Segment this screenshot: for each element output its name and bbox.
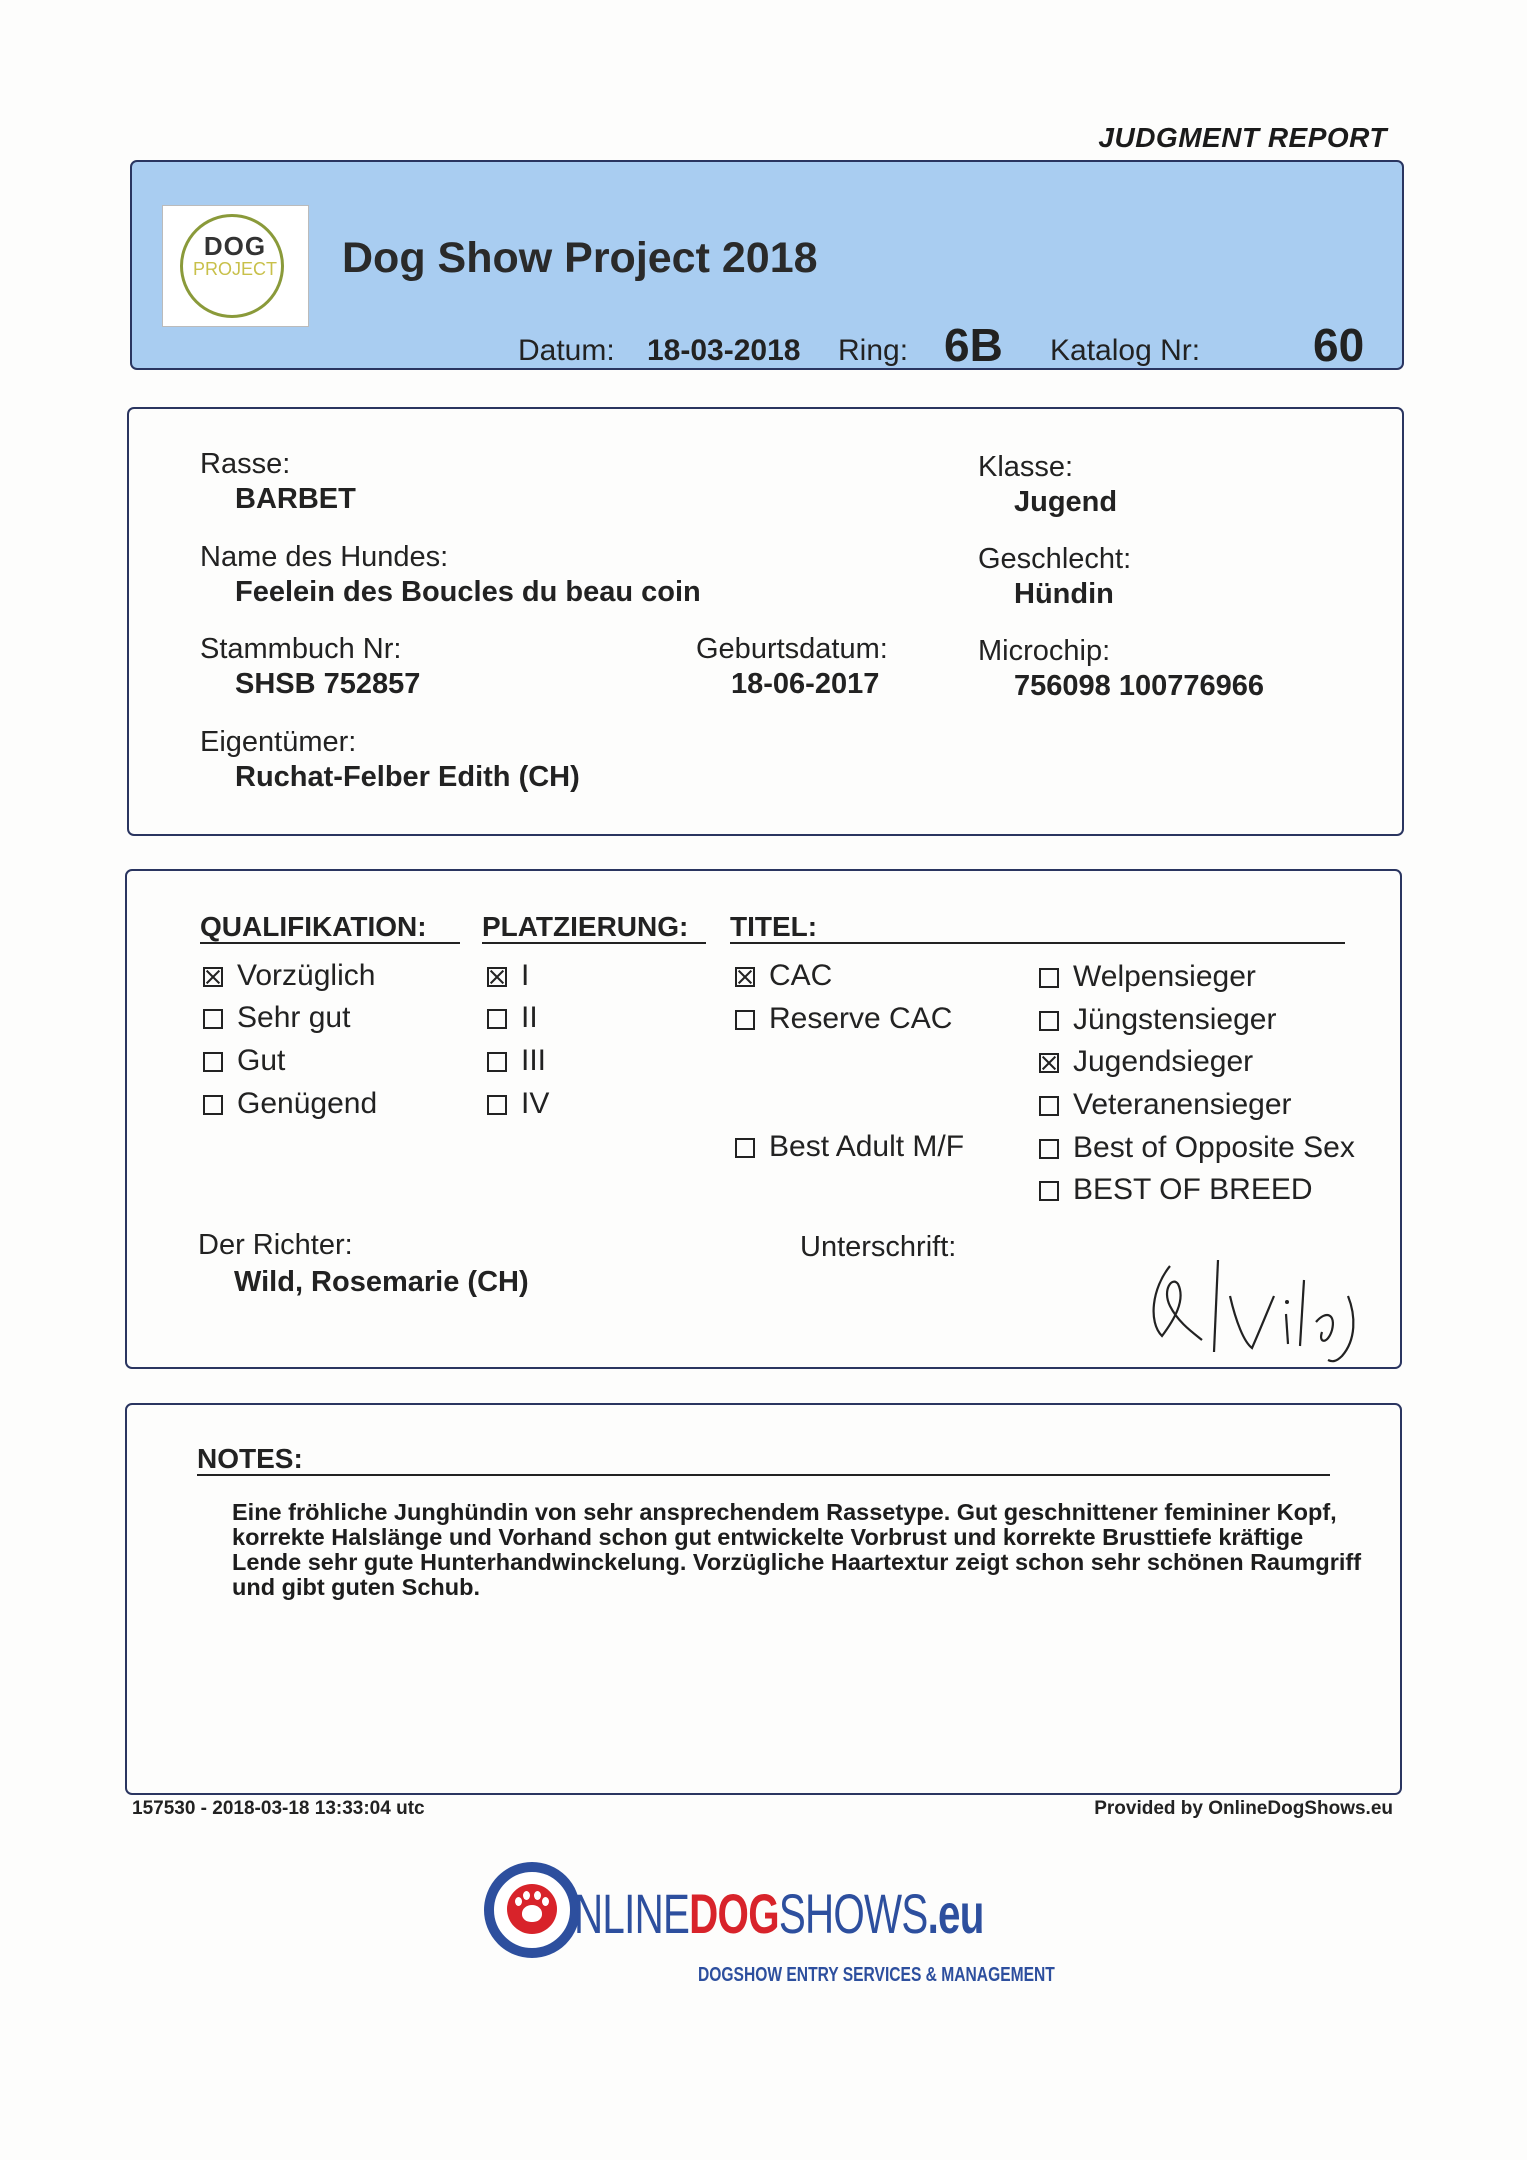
checkbox-icon (1039, 1011, 1059, 1031)
option-veteranensieger (1039, 1088, 1292, 1122)
stammbuch-label: Stammbuch Nr: (200, 633, 402, 665)
richter-value: Wild, Rosemarie (CH) (234, 1266, 529, 1298)
geburtsdatum-label: Geburtsdatum: (696, 633, 888, 665)
checkbox-icon (203, 1095, 223, 1115)
option-label: Jüngstensieger (1073, 1003, 1277, 1036)
logo-text: DOG (203, 231, 267, 261)
microchip-label: Microchip: (978, 635, 1111, 667)
checked-box-icon (1039, 1053, 1059, 1073)
ring-label: Ring: (838, 334, 909, 367)
checkbox-icon (1039, 1139, 1059, 1159)
katalog-value: 60 (1313, 319, 1365, 371)
option-gut (203, 1044, 285, 1078)
platzierung-rule (482, 942, 706, 944)
option-label: II (521, 1001, 538, 1034)
option-label: IV (521, 1087, 550, 1120)
notes-text: Eine fröhliche Junghündin von sehr ansprechendem Rassetype. Gut geschnittener femininer Kopf, korrekte Halslänge und Vorhand schon gut entwickelte Vorbrust und korrekte Brusttiefe kräftige Lende sehr gute Hunterhandwinckelung. Vorzügliche Haartextur zeigt schon sehr schönen Raumgriff und gibt guten Schub. (232, 1499, 1362, 1600)
onlinedogshows-logo (484, 1862, 1054, 1992)
checkbox-icon (487, 1009, 507, 1029)
notes-rule (197, 1474, 1330, 1476)
option-best-adult-m-f (735, 1130, 964, 1164)
option-label: Sehr gut (237, 1001, 351, 1034)
option-label: Best Adult M/F (769, 1130, 965, 1163)
option-label: CAC (769, 959, 833, 992)
option-label: BEST OF BREED (1073, 1173, 1313, 1206)
logo-tagline: DOGSHOW ENTRY SERVICES & MANAGEMENT (698, 1964, 1055, 1986)
option-label: III (521, 1044, 547, 1077)
judge-signature (1112, 1240, 1372, 1370)
option-iii (487, 1044, 546, 1078)
ring-value: 6B (944, 319, 1003, 371)
checkbox-icon (487, 1095, 507, 1115)
option-label: Best of Opposite Sex (1073, 1131, 1355, 1164)
option-best-of-breed (1039, 1173, 1313, 1207)
option-iv (487, 1087, 549, 1121)
geschlecht-value: Hündin (1014, 578, 1114, 610)
titel-heading: TITEL: (730, 911, 818, 942)
event-logo (162, 205, 309, 327)
eigentuemer-value: Ruchat-Felber Edith (CH) (235, 761, 580, 793)
titel-rule (730, 942, 1345, 944)
logo-o-ring (484, 1862, 580, 1958)
checked-box-icon (203, 967, 223, 987)
option-ii (487, 1001, 538, 1035)
footer-provider: Provided by OnlineDogShows.eu (1094, 1798, 1393, 1819)
name-value: Feelein des Boucles du beau coin (235, 576, 701, 608)
logo-subtext: PROJECT (192, 259, 277, 279)
option-label: Gut (237, 1044, 286, 1077)
unterschrift-label: Unterschrift: (800, 1231, 957, 1263)
checked-box-icon (487, 967, 507, 987)
qualifikation-rule (200, 942, 460, 944)
richter-label: Der Richter: (198, 1229, 353, 1261)
geburtsdatum-value: 18-06-2017 (731, 668, 880, 700)
report-title: JUDGMENT REPORT (1098, 122, 1387, 153)
checkbox-icon (1039, 1096, 1059, 1116)
checkbox-icon (1039, 968, 1059, 988)
checked-box-icon (735, 967, 755, 987)
logo-word-dog: DOG (689, 1882, 779, 1945)
platzierung-heading: PLATZIERUNG: (482, 911, 689, 942)
stammbuch-value: SHSB 752857 (235, 668, 421, 700)
checkbox-icon (203, 1052, 223, 1072)
paw-icon (507, 1884, 557, 1934)
option-i (487, 959, 529, 993)
logo-word-shows: SHOWS (778, 1882, 928, 1945)
option-label: Reserve CAC (769, 1002, 953, 1035)
option-label: Welpensieger (1073, 960, 1256, 993)
option-label: Genügend (237, 1087, 378, 1120)
checkbox-icon (203, 1009, 223, 1029)
klasse-label: Klasse: (978, 451, 1074, 483)
rasse-value: BARBET (235, 483, 356, 515)
katalog-label: Katalog Nr: (1050, 334, 1201, 367)
klasse-value: Jugend (1014, 486, 1118, 518)
option-cac (735, 959, 832, 993)
event-title: Dog Show Project 2018 (342, 234, 818, 282)
datum-value: 18-03-2018 (647, 334, 801, 367)
logo-word-eu: .eu (927, 1882, 984, 1945)
option-label: Veteranensieger (1073, 1088, 1292, 1121)
option-vorzüglich (203, 959, 375, 993)
logo-ring (180, 214, 284, 318)
qualifikation-heading: QUALIFIKATION: (200, 911, 427, 942)
datum-label: Datum: (518, 334, 615, 367)
rasse-label: Rasse: (200, 448, 291, 480)
microchip-value: 756098 100776966 (1014, 670, 1264, 702)
footer-id-timestamp: 157530 - 2018-03-18 13:33:04 utc (132, 1798, 425, 1819)
checkbox-icon (735, 1010, 755, 1030)
checkbox-icon (735, 1138, 755, 1158)
option-genügend (203, 1087, 377, 1121)
name-label: Name des Hundes: (200, 541, 449, 573)
option-jugendsieger (1039, 1045, 1253, 1079)
logo-wordmark (574, 1884, 984, 1944)
option-best-of-opposite-sex (1039, 1131, 1355, 1165)
geschlecht-label: Geschlecht: (978, 543, 1132, 575)
option-jüngstensieger (1039, 1003, 1276, 1037)
option-label: I (521, 959, 530, 992)
option-label: Jugendsieger (1073, 1045, 1254, 1078)
option-welpensieger (1039, 960, 1256, 994)
checkbox-icon (1039, 1181, 1059, 1201)
checkbox-icon (487, 1052, 507, 1072)
option-reserve-cac (735, 1002, 952, 1036)
eigentuemer-label: Eigentümer: (200, 726, 357, 758)
logo-word-nline: NLINE (574, 1882, 690, 1945)
notes-heading: NOTES: (197, 1443, 303, 1474)
option-label: Vorzüglich (237, 959, 376, 992)
option-sehr-gut (203, 1001, 350, 1035)
